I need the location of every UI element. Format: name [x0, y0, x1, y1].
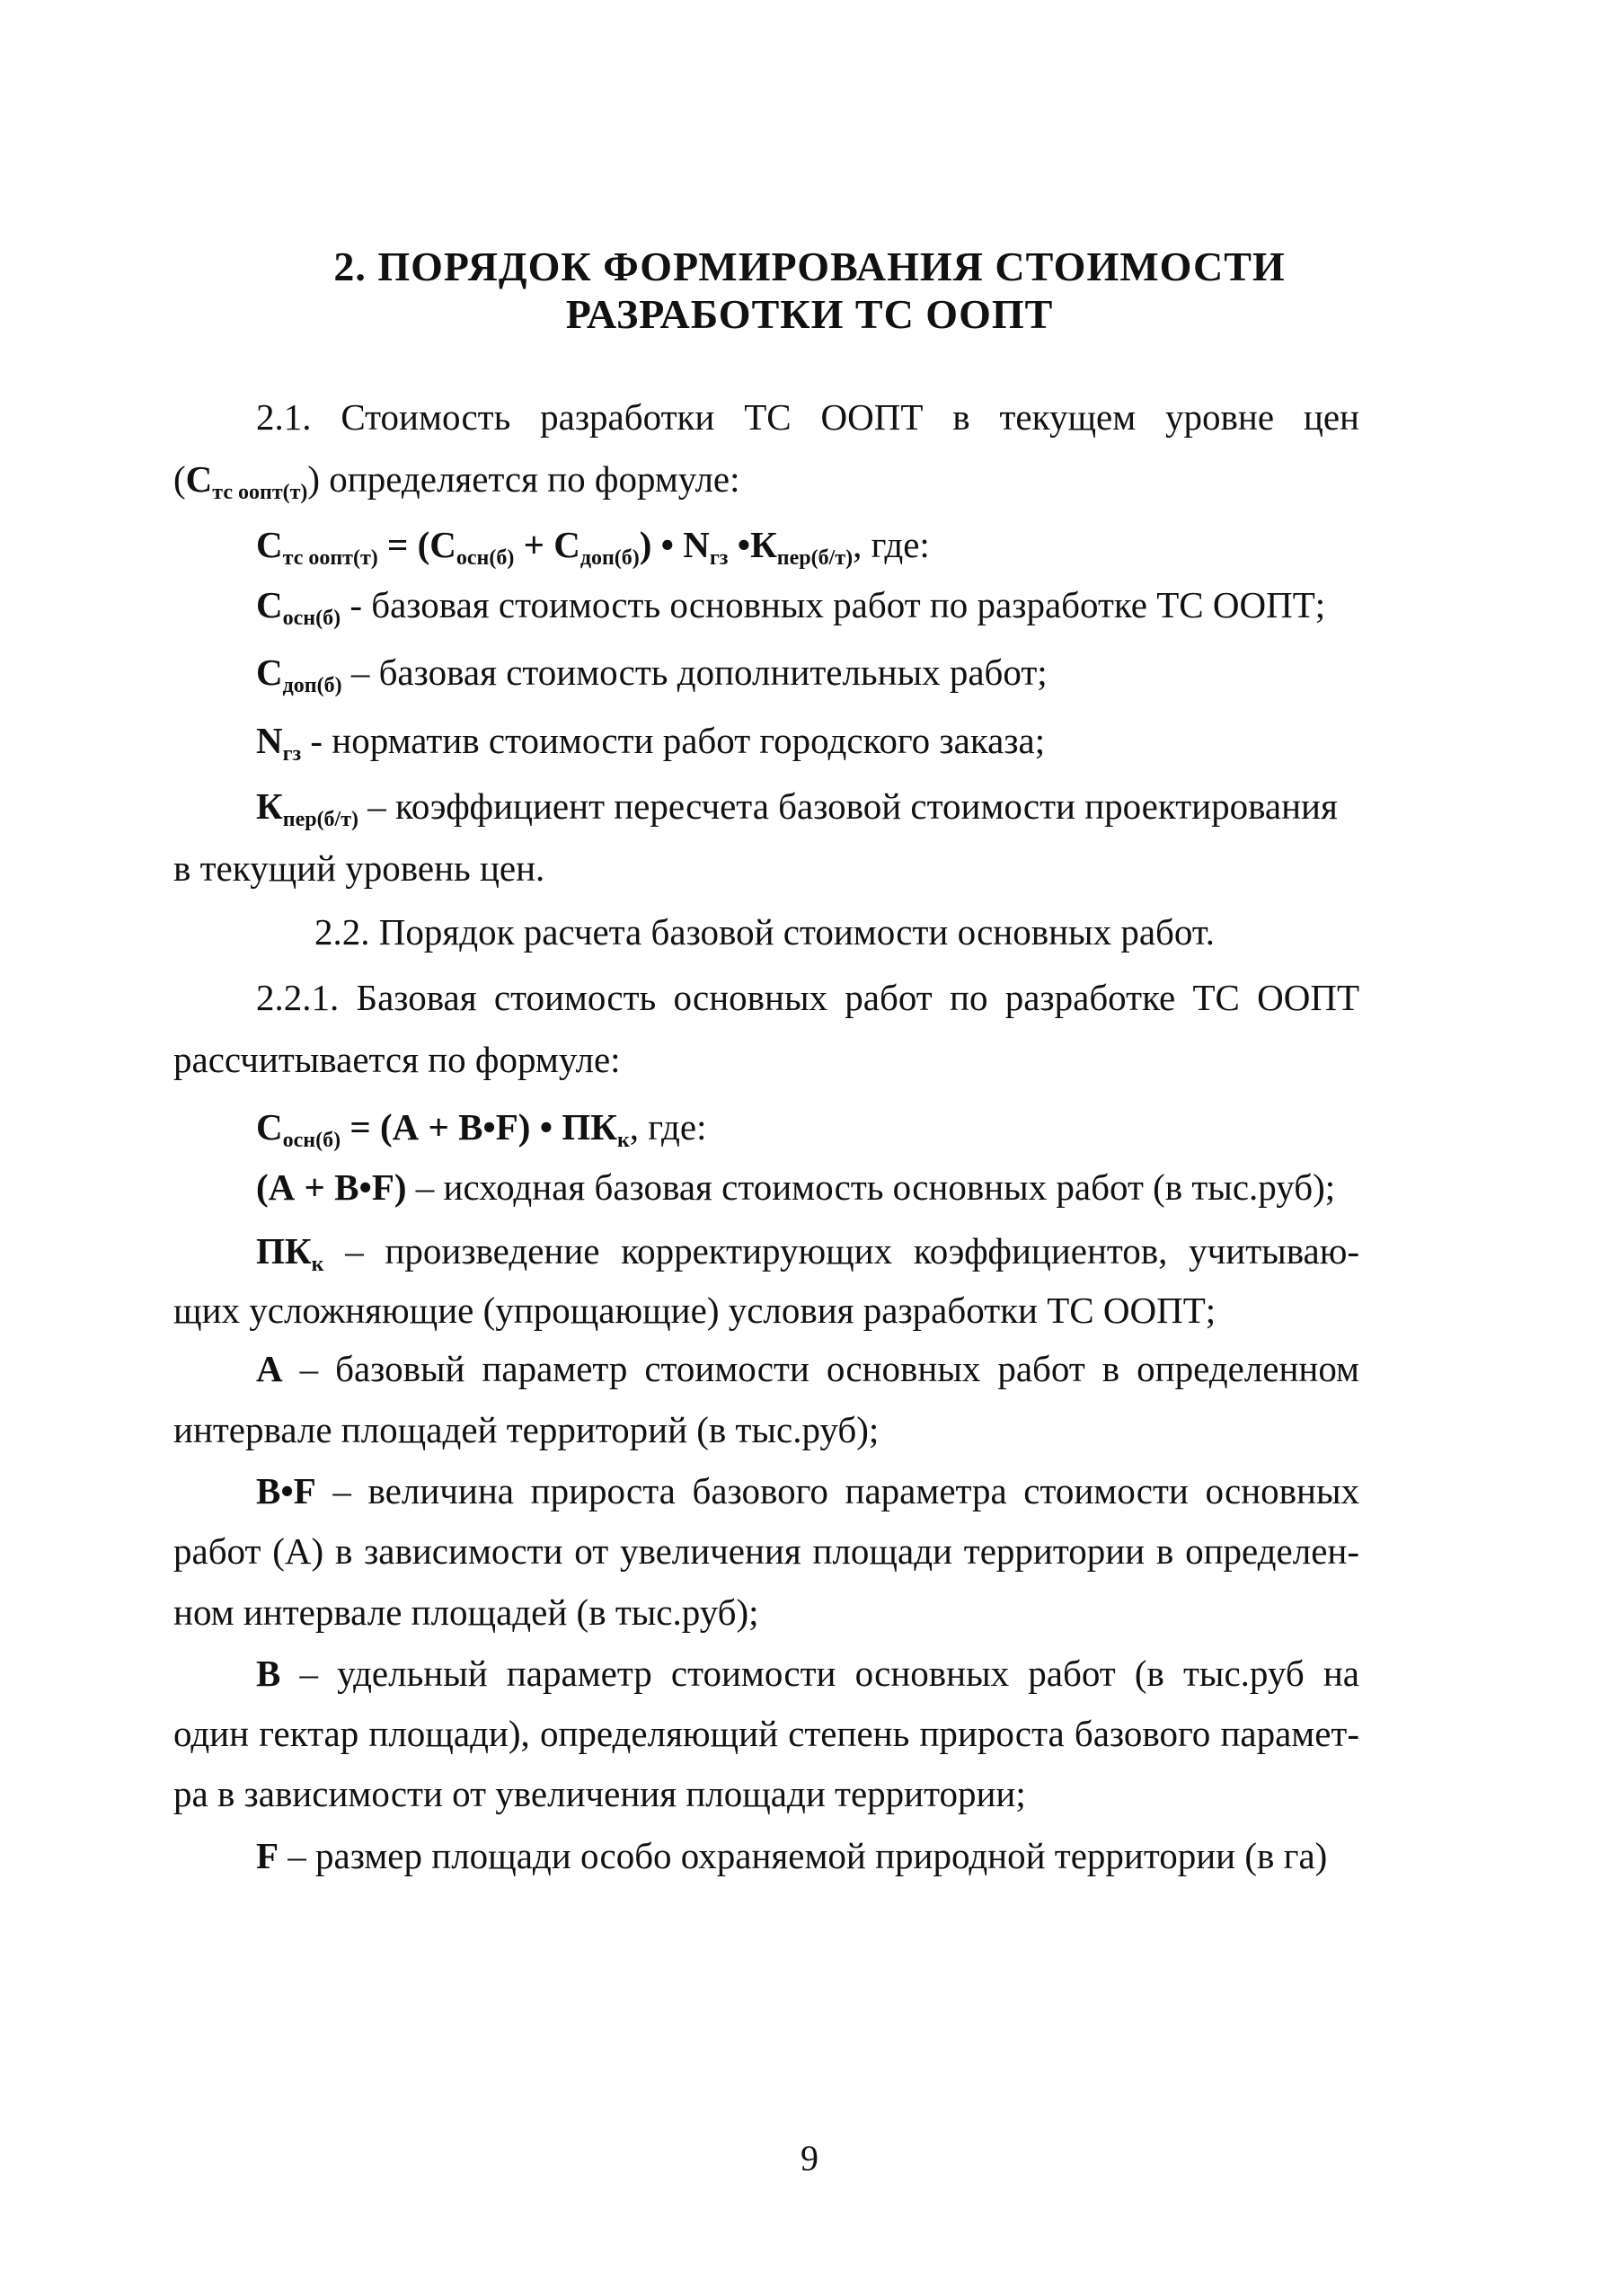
- formula-1-n: N: [683, 524, 710, 565]
- definition-c-osn: [256, 581, 1359, 628]
- definition-term: (А + В•F): [256, 1166, 407, 1208]
- definition-subscript: гз: [282, 742, 302, 766]
- definition-text: - базовая стоимость основных работ по разработке ТС ООПТ;: [341, 584, 1326, 625]
- definition-bf: [256, 1467, 1359, 1514]
- definition-a-cont: интервале площадей территорий (в тыс.руб);: [173, 1409, 880, 1450]
- definition-f: [256, 1832, 1359, 1879]
- definition-term: А: [256, 1348, 283, 1389]
- definition-term: В•F: [256, 1470, 316, 1511]
- formula-1-k-sub: пер(б/т): [776, 546, 854, 570]
- formula-1: [256, 521, 1359, 568]
- definition-text: - норматив стоимости работ городского заказа;: [301, 720, 1046, 761]
- page-number: 9: [801, 2138, 818, 2178]
- definition-text: – базовый параметр стоимости основных работ в определенном: [282, 1348, 1359, 1389]
- definition-term: F: [256, 1835, 279, 1876]
- formula-1-where: , где:: [853, 524, 930, 565]
- paragraph-2-2-1-line2: рассчитывается по формуле:: [173, 1039, 621, 1080]
- formula-1-eq: = (: [377, 524, 430, 565]
- formula-1-n-sub: гз: [709, 546, 729, 570]
- definition-text: – базовая стоимость дополнительных работ;: [341, 652, 1048, 693]
- formula-2-where: , где:: [629, 1106, 707, 1148]
- definition-a: [256, 1345, 1359, 1392]
- definition-n-gz: [256, 717, 1359, 764]
- formula-1-k: К: [750, 524, 777, 565]
- definition-subscript: доп(б): [282, 674, 342, 697]
- definition-term: В: [256, 1653, 281, 1694]
- paragraph-2-2: 2.2. Порядок расчета базовой стоимости основных работ.: [314, 911, 1215, 953]
- definition-b-cont2: ра в зависимости от увеличения площади территории;: [173, 1773, 1026, 1814]
- definition-b-cont1: один гектар площади), определяющий степень прироста базового парамет-: [173, 1713, 1359, 1754]
- formula-1-c-osn-sub: осн(б): [456, 546, 515, 570]
- definition-symbol: С: [256, 652, 283, 693]
- definition-text: – величина прироста базового параметра стоимости основных: [315, 1470, 1359, 1511]
- section-title-line1: 2. ПОРЯДОК ФОРМИРОВАНИЯ СТОИМОСТИ: [333, 244, 1286, 289]
- definition-k-per: [256, 783, 1359, 829]
- formula-1-close: ) •: [639, 524, 684, 565]
- formula-2-lhs: С: [256, 1106, 283, 1148]
- section-title-line2: РАЗРАБОТКИ ТС ООПТ: [565, 291, 1054, 337]
- cost-symbol: С: [185, 458, 213, 500]
- definition-c-dop: [256, 649, 1359, 696]
- definition-bf-cont2: ном интервале площадей (в тыс.руб);: [173, 1591, 759, 1633]
- definition-k-per-cont: в текущий уровень цен.: [173, 847, 545, 889]
- paragraph-2-2-1-line1: 2.2.1. Базовая стоимость основных работ по разработке ТС ООПТ: [256, 977, 1359, 1018]
- paragraph-2-1-text: определяется по формуле:: [320, 458, 740, 500]
- formula-1-dot: •: [728, 524, 751, 565]
- paragraph-2-1-line1: 2.1. Стоимость разработки ТС ООПТ в текущем уровне цен: [256, 396, 1359, 438]
- formula-1-c-dop: С: [553, 524, 580, 565]
- definition-symbol: К: [256, 785, 283, 827]
- formula-2-rhs-sub: к: [616, 1129, 630, 1152]
- definition-symbol: N: [256, 720, 283, 761]
- formula-1-lhs-sub: тс оопт(т): [282, 546, 378, 570]
- cost-subscript: тс оопт(т): [212, 481, 308, 504]
- definition-text: – размер площади особо охраняемой природной территории (в га): [279, 1835, 1328, 1876]
- definition-text: – удельный параметр стоимости основных работ (в тыс.руб на: [280, 1653, 1359, 1694]
- definition-a-plus-bf: [256, 1164, 1359, 1210]
- definition-pk: [256, 1228, 1359, 1274]
- paragraph-2-1-line2: $(С_{тс оопт(т)})$ определяется по формуле:: [173, 458, 740, 504]
- formula-1-c-dop-sub: доп(б): [579, 546, 640, 570]
- definition-pk-cont: щих усложняющие (упрощающие) условия разработки ТС ООПТ;: [173, 1290, 1216, 1331]
- definition-subscript: осн(б): [282, 607, 341, 630]
- definition-subscript: пер(б/т): [282, 808, 359, 831]
- definition-bf-cont1: работ (А) в зависимости от увеличения площади территории в определен-: [173, 1530, 1359, 1572]
- definition-b: [256, 1650, 1359, 1697]
- formula-2-rhs: = (А + В•F) • ПК: [341, 1106, 617, 1148]
- formula-1-c-osn: С: [429, 524, 456, 565]
- definition-term: ПК: [256, 1230, 312, 1272]
- definition-symbol: С: [256, 584, 283, 625]
- definition-subscript: к: [311, 1253, 324, 1276]
- definition-text: – произведение корректирующих коэффициентов, учитываю-: [323, 1230, 1359, 1272]
- formula-2-lhs-sub: осн(б): [282, 1129, 341, 1152]
- formula-1-plus: +: [514, 524, 554, 565]
- formula-2: [256, 1104, 1359, 1150]
- definition-text: – исходная базовая стоимость основных работ (в тыс.руб);: [406, 1166, 1336, 1208]
- definition-text: – коэффициент пересчета базовой стоимости проектирования: [358, 785, 1338, 827]
- formula-1-lhs: С: [256, 524, 283, 565]
